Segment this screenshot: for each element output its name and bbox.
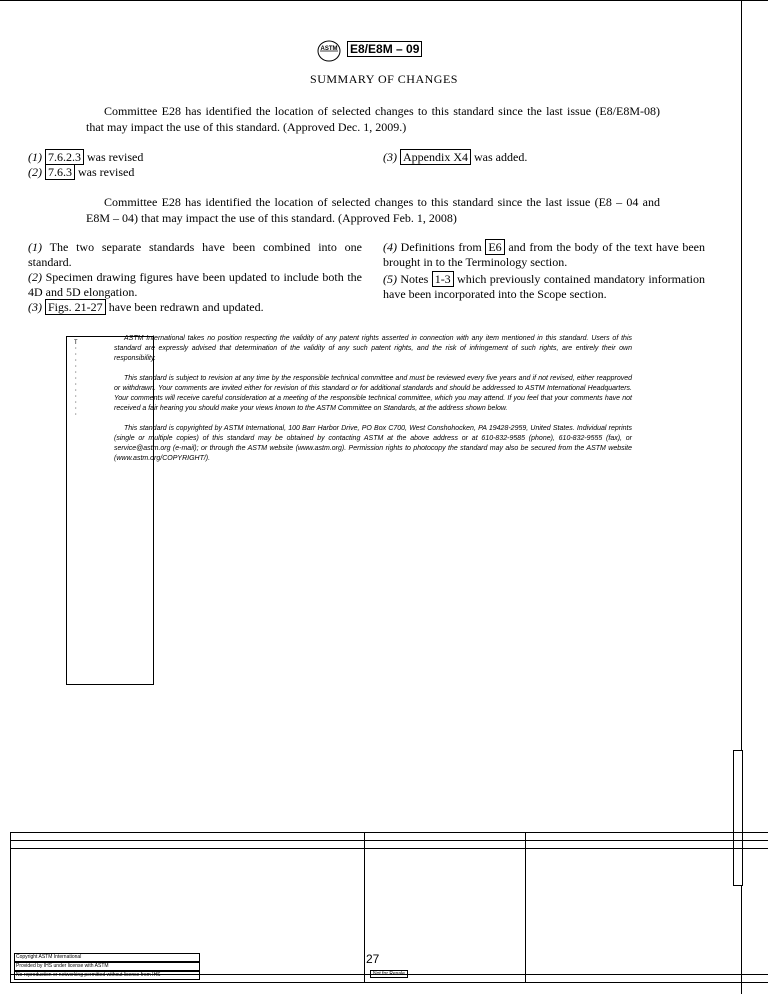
change-item-3: (3) Figs. 21-27 have been redrawn and updated.: [28, 300, 264, 314]
copyright-line: Copyright ASTM International: [14, 953, 200, 962]
page-top-border: [0, 0, 768, 1]
changes-2009-right: [383, 150, 705, 165]
changes-2009-left: [28, 150, 368, 180]
astm-notice: [114, 334, 632, 474]
section-link-763[interactable]: 7.6.3: [45, 164, 75, 180]
intro-paragraph-1: Committee E28 has identified the location of selected changes to this standard since the last issue (E8/E8M-08) that may impact the use of this standard. (Approved Dec. 1, 2009.): [86, 104, 660, 134]
change-item-2: (2) 7.6.3 was revised: [28, 165, 135, 179]
reproduction-line: No reproduction or networking permitted without license from IHS: [14, 971, 200, 980]
change-item-2: (2) Specimen drawing figures have been updated to include both the 4D and 5D elongation.: [28, 270, 362, 299]
change-item-3: (3) Appendix X4 was added.: [383, 150, 528, 164]
svg-text:ASTM: ASTM: [320, 46, 338, 52]
license-line: Provided by IHS under license with ASTM: [14, 962, 200, 971]
section-link-7623[interactable]: 7.6.2.3: [45, 149, 84, 165]
change-item-1: (1) 7.6.2.3 was revised: [28, 150, 144, 164]
resale-notice: Not for Resale: [370, 970, 408, 978]
figures-link[interactable]: Figs. 21-27: [45, 299, 106, 315]
copyright-license-box: [14, 953, 200, 980]
intro-paragraph-2: Committee E28 has identified the location of selected changes to this standard since the last issue (E8 – 04 and E8M – 04) that may impact the use of this standard. (Approved Feb. 1, 2008): [86, 195, 660, 225]
footer-divider: [10, 832, 11, 982]
footer-rule: [10, 848, 768, 849]
page-number: 27: [366, 952, 380, 966]
redline-marker: T · · · · · · · · · · · ·: [74, 339, 78, 418]
footer-divider: [364, 832, 365, 982]
astm-logo-icon: [316, 40, 342, 62]
change-item-4: (4) Definitions from E6 and from the body of the text have been brought in to the Terminology section.: [383, 240, 705, 269]
copyright-notice: This standard is copyrighted by ASTM International, 100 Barr Harbor Drive, PO Box C700, West Conshohocken, PA 19428-2959, United States. Individual reprints (single or multiple copies) of this standard may be obtained by contacting ASTM at the above address or at 610-832-9585 (phone), 610-832-9555 (fax), or service@astm.org (e-mail); or through the ASTM website (www.astm.org). Permission rights to photocopy the standard may also be secured from the ASTM website (www.astm.org/COPYRIGHT/).: [114, 425, 632, 462]
changes-2008-left: [28, 240, 362, 315]
footer-rule: [10, 982, 768, 983]
standard-designation: E8/E8M – 09: [347, 42, 422, 56]
standard-link-e6[interactable]: E6: [485, 239, 504, 255]
change-item-5: (5) Notes 1-3 which previously contained mandatory information have been incorporated into the Scope section.: [383, 272, 706, 301]
side-tab-marker: [733, 750, 743, 886]
page-title: SUMMARY OF CHANGES: [310, 72, 458, 86]
change-item-1: (1) The two separate standards have been combined into one standard.: [28, 240, 362, 269]
document-header: [300, 40, 500, 64]
footer-rule: [10, 832, 768, 833]
appendix-link-x4[interactable]: Appendix X4: [400, 149, 471, 165]
notes-link[interactable]: 1-3: [432, 271, 454, 287]
patent-notice: ASTM International takes no position respecting the validity of any patent rights asserted in connection with any item mentioned in this standard. Users of this standard are expressly advised that determination of the validity of any such patent rights, and the risk of infringement of such rights, are entirely their own responsibility.: [114, 335, 632, 362]
footer-rule: [10, 840, 768, 841]
footer-divider: [525, 832, 526, 982]
changes-2008-right: [383, 240, 705, 302]
revision-notice: This standard is subject to revision at any time by the responsible technical committee and must be reviewed every five years and if not revised, either reapproved or withdrawn. Your comments are invited either for revision of this standard or for additional standards and should be addressed to ASTM International Headquarters. Your comments will receive careful consideration at a meeting of the responsible technical committee, which you may attend. If you feel that your comments have not received a fair hearing you should make your views known to the ASTM Committee on Standards, at the address shown below.: [114, 375, 632, 412]
